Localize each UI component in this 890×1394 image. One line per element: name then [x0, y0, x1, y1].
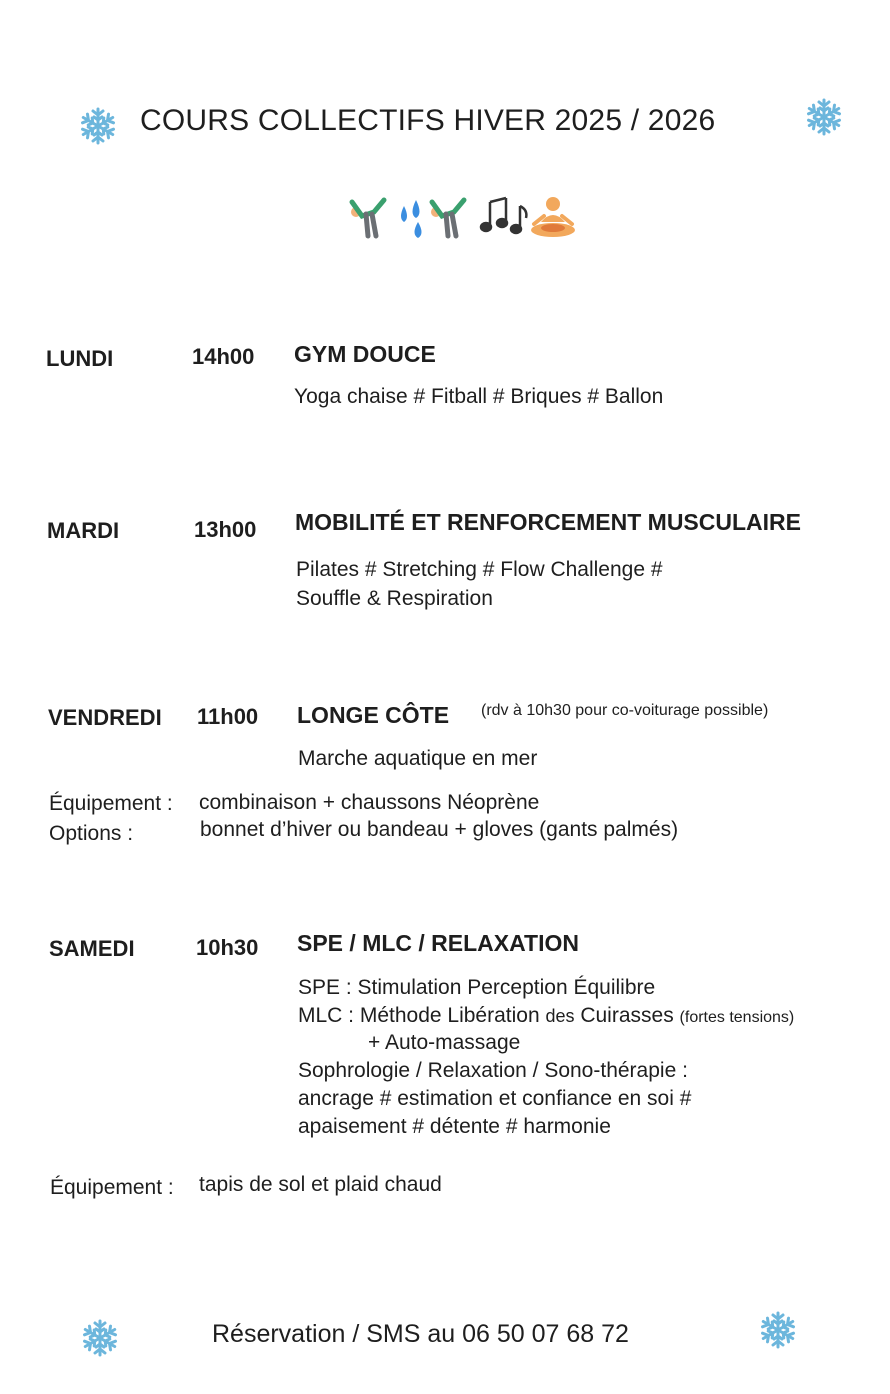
snowflake-icon — [804, 97, 844, 137]
day-label: SAMEDI — [49, 936, 135, 961]
course-title: GYM DOUCE — [294, 341, 436, 367]
mlc-text: MLC : Méthode Libération — [298, 1004, 546, 1027]
snowflake-icon — [758, 1310, 798, 1350]
mlc-description: + Auto-massage — [368, 1031, 521, 1054]
music-notes-icon — [481, 198, 526, 233]
day-label: LUNDI — [46, 346, 114, 371]
equipment-value: combinaison + chaussons Néoprène — [199, 791, 540, 814]
options-value: bonnet d’hiver ou bandeau + gloves (gants palmés) — [200, 818, 679, 841]
gymnast-cartwheel-icon — [431, 200, 464, 236]
activity-icons — [348, 192, 578, 242]
course-note: (rdv à 10h30 pour co-voiturage possible) — [481, 702, 769, 719]
spe-description: SPE : Stimulation Perception Équilibre — [298, 976, 656, 999]
day-label: MARDI — [47, 518, 120, 543]
time-label: 13h00 — [194, 517, 257, 542]
course-description: Yoga chaise # Fitball # Briques # Ballon — [294, 385, 664, 408]
course-title: LONGE CÔTE — [297, 702, 450, 728]
time-label: 14h00 — [192, 344, 255, 369]
gymnast-cartwheel-icon — [351, 200, 384, 236]
mlc-des: des — [545, 1006, 575, 1026]
sophrologie-description: Sophrologie / Relaxation / Sono-thérapie : — [298, 1059, 688, 1082]
time-label: 11h00 — [197, 704, 259, 729]
day-label: VENDREDI — [48, 705, 162, 730]
equipment-label: Équipement : — [50, 1176, 174, 1199]
sophrologie-keywords: apaisement # détente # harmonie — [298, 1115, 611, 1138]
snowflake-icon — [80, 1318, 120, 1358]
person-lotus-position-icon — [531, 197, 575, 237]
mlc-description — [298, 1002, 794, 1032]
course-title: MOBILITÉ ET RENFORCEMENT MUSCULAIRE — [295, 509, 801, 535]
equipment-value: tapis de sol et plaid chaud — [199, 1173, 442, 1196]
options-label: Options : — [49, 822, 134, 845]
course-description: Marche aquatique en mer — [298, 747, 538, 770]
mlc-note: (fortes tensions) — [679, 1009, 795, 1026]
mlc-cuirasses: Cuirasses — [574, 1004, 674, 1027]
sweat-droplets-icon — [401, 200, 422, 238]
time-label: 10h30 — [196, 935, 259, 960]
reservation-contact: Réservation / SMS au 06 50 07 68 72 — [212, 1320, 629, 1348]
equipment-label: Équipement : — [49, 792, 173, 815]
course-description: Souffle & Respiration — [296, 587, 493, 610]
sophrologie-keywords: ancrage # estimation et confiance en soi # — [298, 1087, 692, 1110]
course-description: Pilates # Stretching # Flow Challenge # — [296, 558, 663, 581]
course-title: SPE / MLC / RELAXATION — [297, 930, 579, 956]
page-title: COURS COLLECTIFS HIVER 2025 / 2026 — [140, 104, 716, 137]
snowflake-icon — [78, 106, 118, 146]
